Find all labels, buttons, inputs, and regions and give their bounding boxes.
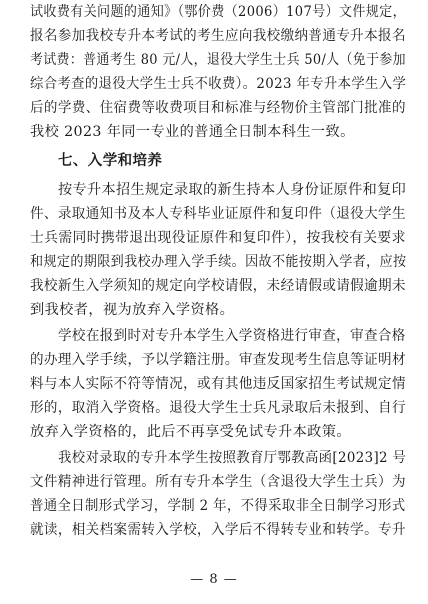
text-line: 综合考查的退役大学生士兵不收费）。2023 年专升本学生入学 [30,76,407,92]
text-line: 我校新生入学须知的规定向学校请假，未经请假或请假逾期未 [30,278,406,294]
text-line: 试收费有关问题的通知》（鄂价费（2006）107号）文件规定， [30,4,406,20]
section-heading: 七、入学和培养 [58,153,163,169]
text-line: 形的，取消入学资格。退役大学生士兵凡录取后未报到、自行 [30,400,406,416]
paragraph-first-line: 我校对录取的专升本学生按照教育厅鄂教高函[2023]2 号 [58,450,407,466]
text-line: 和规定的期限到我校办理入学手续。因故不能按期入学者，应按 [30,254,407,270]
text-line: 后的学费、住宿费等收费项目和标准与经物价主管部门批准的 [30,100,406,116]
text-line: 报名参加我校专升本考试的考生应向我校缴纳普通专升本报名 [30,28,406,44]
text-line: 普通全日制形式学习，学制 2 年，不得采取非全日制学习形式 [30,498,406,514]
text-line: 考试费：普通考生 80 元/人，退役大学生士兵 50/人（免于参加 [30,52,406,68]
text-line: 文件精神进行管理。所有专升本学生（含退役大学生士兵）为 [30,474,406,490]
paragraph-first-line: 按专升本招生规定录取的新生持本人身份证原件和复印 [58,182,407,198]
paragraph-first-line: 学校在报到时对专升本学生入学资格进行审查，审查合格 [58,328,406,344]
text-line: 放弃入学资格的，此后不再享受免试专升本政策。 [30,424,351,440]
text-line: 我校 2023 年同一专业的普通全日制本科生一致。 [30,124,355,140]
text-line: 士兵需同时携带退出现役证原件和复印件），按我校有关要求 [30,230,406,246]
text-line: 到我校者，视为放弃入学资格。 [30,302,235,318]
text-line: 件、录取通知书及本人专科毕业证原件和复印件（退役大学生 [30,206,406,222]
page-number: — 8 — [190,572,238,587]
text-line: 料与本人实际不符等情况，或有其他违反国家招生考试规定情 [30,376,406,392]
text-line: 的办理入学手续，予以学籍注册。审查发现考生信息等证明材 [30,352,406,368]
text-line: 就读，相关档案需转入学校，入学后不得转专业和转学。专升 [30,522,406,538]
